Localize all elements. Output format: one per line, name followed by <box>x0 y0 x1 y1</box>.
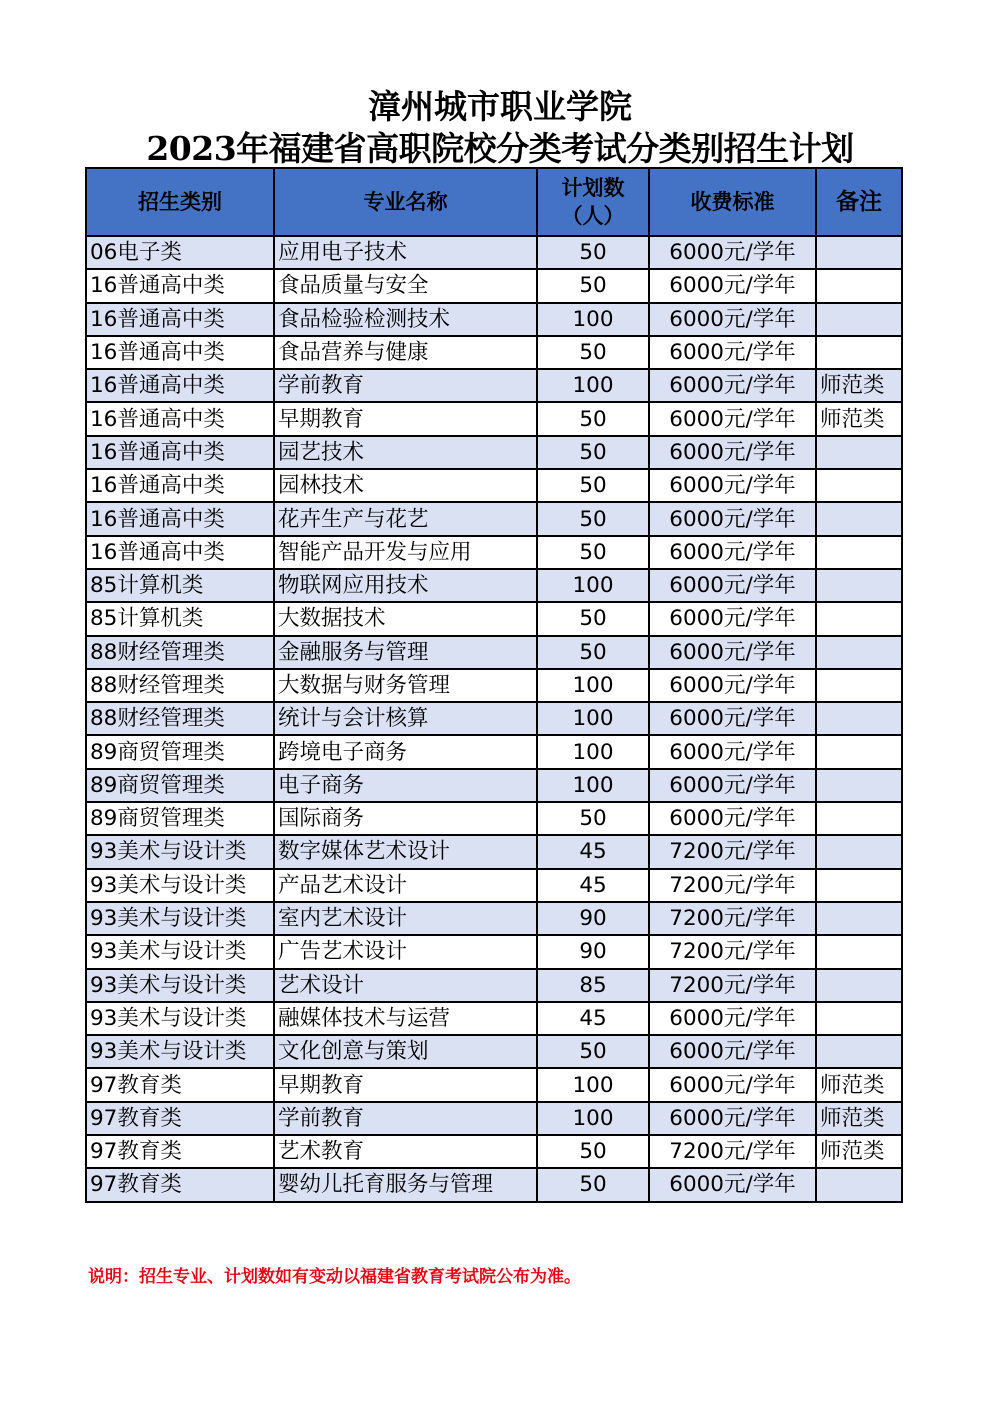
header-remark: 备注 <box>816 168 902 236</box>
cell-category: 93美术与设计类 <box>86 969 274 1002</box>
cell-remark <box>816 303 902 336</box>
table-row <box>86 969 902 1002</box>
table-row <box>86 802 902 835</box>
cell-major: 室内艺术设计 <box>274 902 537 935</box>
table-row <box>86 1135 902 1168</box>
header-plan-line2: （人） <box>561 204 625 228</box>
cell-fee: 6000元/学年 <box>649 569 816 602</box>
cell-plan: 100 <box>537 369 649 402</box>
cell-remark <box>816 935 902 968</box>
table-row <box>86 402 902 435</box>
cell-fee: 6000元/学年 <box>649 536 816 569</box>
header-major: 专业名称 <box>274 168 537 236</box>
cell-category: 88财经管理类 <box>86 669 274 702</box>
cell-major: 早期教育 <box>274 1068 537 1101</box>
table-row <box>86 436 902 469</box>
cell-major: 早期教育 <box>274 402 537 435</box>
cell-plan: 100 <box>537 303 649 336</box>
cell-plan: 100 <box>537 1102 649 1135</box>
cell-plan: 50 <box>537 802 649 835</box>
cell-plan: 100 <box>537 702 649 735</box>
cell-fee: 6000元/学年 <box>649 1035 816 1068</box>
cell-category: 93美术与设计类 <box>86 902 274 935</box>
cell-category: 93美术与设计类 <box>86 935 274 968</box>
cell-fee: 6000元/学年 <box>649 669 816 702</box>
cell-plan: 50 <box>537 469 649 502</box>
cell-fee: 6000元/学年 <box>649 502 816 535</box>
cell-category: 16普通高中类 <box>86 269 274 302</box>
cell-plan: 45 <box>537 835 649 868</box>
cell-remark <box>816 602 902 635</box>
cell-major: 学前教育 <box>274 1102 537 1135</box>
header-category: 招生类别 <box>86 168 274 236</box>
enrollment-plan-table <box>85 167 903 1203</box>
cell-plan: 100 <box>537 669 649 702</box>
cell-plan: 90 <box>537 935 649 968</box>
cell-remark <box>816 502 902 535</box>
cell-major: 数字媒体艺术设计 <box>274 835 537 868</box>
cell-plan: 100 <box>537 735 649 768</box>
cell-remark <box>816 569 902 602</box>
table-row <box>86 935 902 968</box>
cell-plan: 50 <box>537 1135 649 1168</box>
cell-fee: 6000元/学年 <box>649 402 816 435</box>
table-row <box>86 702 902 735</box>
cell-fee: 6000元/学年 <box>649 702 816 735</box>
cell-category: 16普通高中类 <box>86 469 274 502</box>
cell-category: 16普通高中类 <box>86 336 274 369</box>
table-row <box>86 303 902 336</box>
cell-fee: 7200元/学年 <box>649 835 816 868</box>
table-row <box>86 902 902 935</box>
cell-remark <box>816 469 902 502</box>
cell-major: 学前教育 <box>274 369 537 402</box>
cell-major: 食品营养与健康 <box>274 336 537 369</box>
cell-plan: 50 <box>537 636 649 669</box>
cell-remark <box>816 436 902 469</box>
cell-major: 国际商务 <box>274 802 537 835</box>
cell-fee: 6000元/学年 <box>649 802 816 835</box>
table-row <box>86 869 902 902</box>
cell-plan: 50 <box>537 336 649 369</box>
table-row <box>86 536 902 569</box>
cell-remark: 师范类 <box>816 1135 902 1168</box>
cell-remark <box>816 636 902 669</box>
cell-fee: 6000元/学年 <box>649 369 816 402</box>
cell-plan: 50 <box>537 602 649 635</box>
cell-remark <box>816 1002 902 1035</box>
cell-major: 婴幼儿托育服务与管理 <box>274 1168 537 1201</box>
plan-title: 2023年福建省高职院校分类考试分类别招生计划 <box>146 129 854 168</box>
cell-plan: 50 <box>537 236 649 269</box>
table-row <box>86 1068 902 1101</box>
cell-major: 文化创意与策划 <box>274 1035 537 1068</box>
cell-fee: 6000元/学年 <box>649 436 816 469</box>
cell-fee: 7200元/学年 <box>649 869 816 902</box>
cell-remark <box>816 769 902 802</box>
cell-remark <box>816 802 902 835</box>
cell-major: 物联网应用技术 <box>274 569 537 602</box>
cell-category: 93美术与设计类 <box>86 1035 274 1068</box>
cell-plan: 50 <box>537 269 649 302</box>
cell-fee: 6000元/学年 <box>649 303 816 336</box>
cell-category: 93美术与设计类 <box>86 835 274 868</box>
cell-plan: 100 <box>537 1068 649 1101</box>
cell-category: 85计算机类 <box>86 602 274 635</box>
cell-major: 园艺技术 <box>274 436 537 469</box>
cell-fee: 7200元/学年 <box>649 902 816 935</box>
cell-major: 智能产品开发与应用 <box>274 536 537 569</box>
cell-plan: 45 <box>537 869 649 902</box>
cell-major: 艺术设计 <box>274 969 537 1002</box>
cell-plan: 50 <box>537 436 649 469</box>
table-row <box>86 636 902 669</box>
cell-fee: 6000元/学年 <box>649 1002 816 1035</box>
cell-remark: 师范类 <box>816 1102 902 1135</box>
header-fee: 收费标准 <box>649 168 816 236</box>
cell-plan: 50 <box>537 502 649 535</box>
cell-category: 16普通高中类 <box>86 436 274 469</box>
cell-plan: 50 <box>537 402 649 435</box>
cell-plan: 90 <box>537 902 649 935</box>
cell-remark <box>816 835 902 868</box>
table-row <box>86 735 902 768</box>
cell-plan: 50 <box>537 1035 649 1068</box>
cell-fee: 6000元/学年 <box>649 602 816 635</box>
table-row <box>86 669 902 702</box>
cell-category: 16普通高中类 <box>86 369 274 402</box>
cell-major: 广告艺术设计 <box>274 935 537 968</box>
cell-remark: 师范类 <box>816 369 902 402</box>
cell-plan: 50 <box>537 536 649 569</box>
cell-major: 大数据技术 <box>274 602 537 635</box>
table-row <box>86 269 902 302</box>
table-header-row <box>86 168 902 236</box>
table-row <box>86 569 902 602</box>
cell-category: 16普通高中类 <box>86 502 274 535</box>
cell-plan: 85 <box>537 969 649 1002</box>
cell-fee: 7200元/学年 <box>649 1135 816 1168</box>
header-plan <box>537 168 649 236</box>
cell-major: 金融服务与管理 <box>274 636 537 669</box>
cell-category: 89商贸管理类 <box>86 802 274 835</box>
cell-remark: 师范类 <box>816 402 902 435</box>
cell-category: 88财经管理类 <box>86 636 274 669</box>
cell-category: 06电子类 <box>86 236 274 269</box>
footnote: 说明：招生专业、计划数如有变动以福建省教育考试院公布为准。 <box>88 1267 581 1287</box>
table-row <box>86 236 902 269</box>
cell-category: 93美术与设计类 <box>86 1002 274 1035</box>
cell-major: 食品检验检测技术 <box>274 303 537 336</box>
cell-major: 食品质量与安全 <box>274 269 537 302</box>
cell-category: 93美术与设计类 <box>86 869 274 902</box>
cell-category: 97教育类 <box>86 1068 274 1101</box>
cell-remark <box>816 1035 902 1068</box>
cell-fee: 6000元/学年 <box>649 769 816 802</box>
cell-major: 统计与会计核算 <box>274 702 537 735</box>
cell-remark <box>816 735 902 768</box>
cell-fee: 6000元/学年 <box>649 1068 816 1101</box>
cell-remark <box>816 869 902 902</box>
table-body <box>86 236 902 1202</box>
table-row <box>86 1035 902 1068</box>
cell-plan: 100 <box>537 769 649 802</box>
cell-fee: 6000元/学年 <box>649 236 816 269</box>
cell-category: 97教育类 <box>86 1102 274 1135</box>
cell-major: 园林技术 <box>274 469 537 502</box>
cell-fee: 6000元/学年 <box>649 469 816 502</box>
cell-fee: 6000元/学年 <box>649 1102 816 1135</box>
school-title: 漳州城市职业学院 <box>368 87 632 126</box>
cell-plan: 45 <box>537 1002 649 1035</box>
table-row <box>86 1168 902 1201</box>
cell-fee: 6000元/学年 <box>649 1168 816 1201</box>
table-row <box>86 835 902 868</box>
cell-category: 85计算机类 <box>86 569 274 602</box>
cell-category: 16普通高中类 <box>86 402 274 435</box>
table-row <box>86 502 902 535</box>
cell-category: 88财经管理类 <box>86 702 274 735</box>
table-row <box>86 469 902 502</box>
table-row <box>86 1002 902 1035</box>
table-row <box>86 769 902 802</box>
cell-plan: 50 <box>537 1168 649 1201</box>
cell-remark <box>816 269 902 302</box>
cell-remark: 师范类 <box>816 1068 902 1101</box>
cell-remark <box>816 336 902 369</box>
cell-plan: 100 <box>537 569 649 602</box>
cell-major: 花卉生产与花艺 <box>274 502 537 535</box>
table-row <box>86 369 902 402</box>
cell-major: 产品艺术设计 <box>274 869 537 902</box>
cell-remark <box>816 902 902 935</box>
cell-major: 艺术教育 <box>274 1135 537 1168</box>
cell-remark <box>816 702 902 735</box>
table-row <box>86 602 902 635</box>
cell-remark <box>816 236 902 269</box>
cell-fee: 7200元/学年 <box>649 969 816 1002</box>
cell-fee: 6000元/学年 <box>649 735 816 768</box>
cell-major: 电子商务 <box>274 769 537 802</box>
cell-major: 融媒体技术与运营 <box>274 1002 537 1035</box>
cell-major: 应用电子技术 <box>274 236 537 269</box>
header-plan-line1: 计划数 <box>561 176 625 200</box>
cell-remark <box>816 1168 902 1201</box>
cell-category: 89商贸管理类 <box>86 735 274 768</box>
cell-remark <box>816 969 902 1002</box>
table-row <box>86 1102 902 1135</box>
cell-remark <box>816 536 902 569</box>
cell-category: 97教育类 <box>86 1168 274 1201</box>
cell-category: 97教育类 <box>86 1135 274 1168</box>
cell-category: 89商贸管理类 <box>86 769 274 802</box>
cell-major: 跨境电子商务 <box>274 735 537 768</box>
cell-fee: 6000元/学年 <box>649 269 816 302</box>
cell-category: 16普通高中类 <box>86 536 274 569</box>
cell-fee: 7200元/学年 <box>649 935 816 968</box>
cell-category: 16普通高中类 <box>86 303 274 336</box>
table-row <box>86 336 902 369</box>
cell-remark <box>816 669 902 702</box>
cell-fee: 6000元/学年 <box>649 636 816 669</box>
cell-major: 大数据与财务管理 <box>274 669 537 702</box>
cell-fee: 6000元/学年 <box>649 336 816 369</box>
